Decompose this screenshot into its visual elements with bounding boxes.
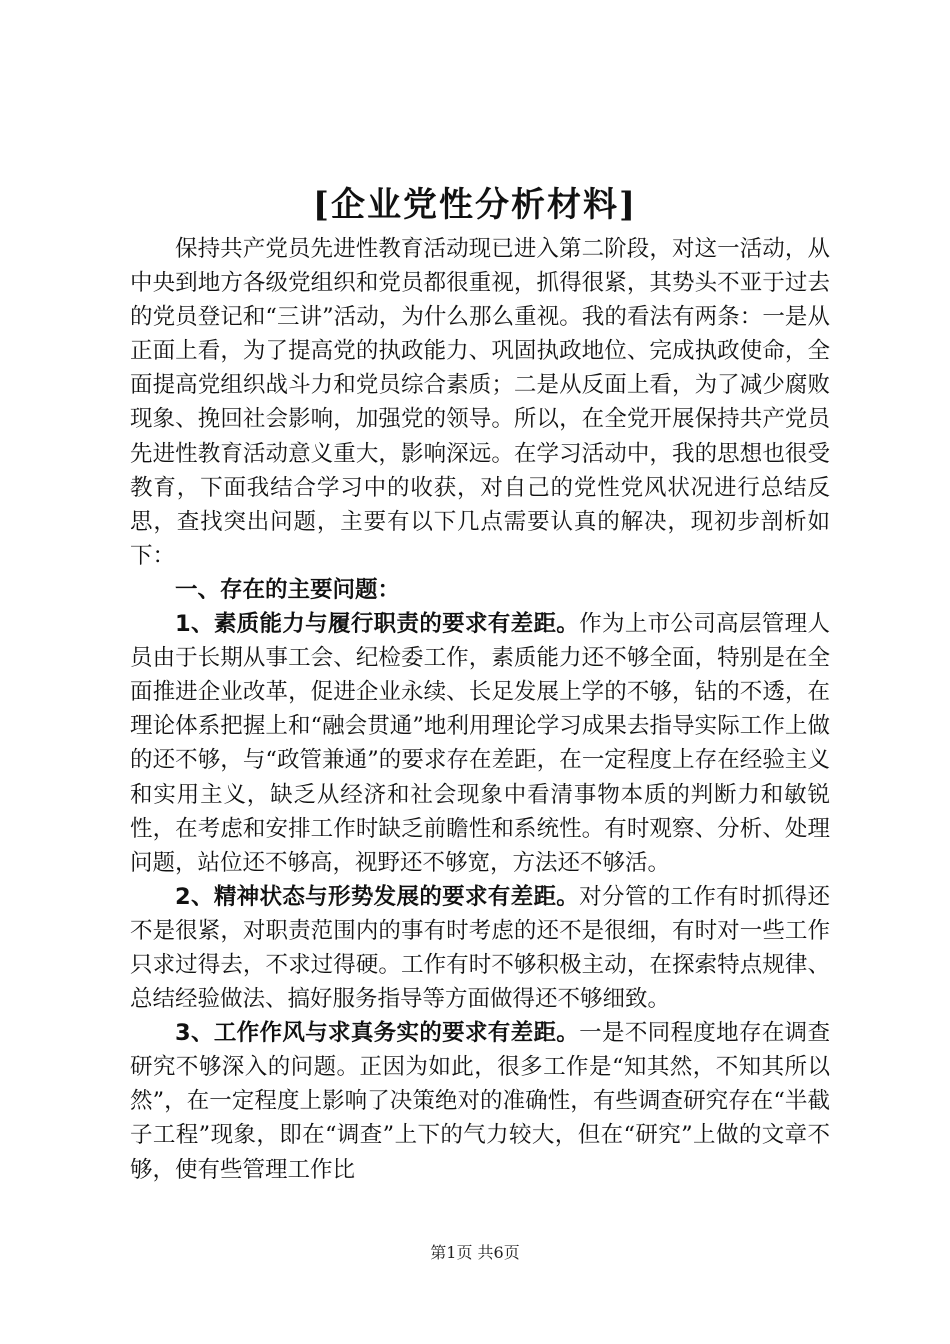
- item-text-3: 一是不同程度地存在调查研究不够深入的问题。正因为如此，很多工作是“知其然，不知其所以然”，在一定程度上影响了决策绝对的准确性，有些调查研究存在“半截子工程”现象，即在“调查”上下的气力较大，但在“研究”上做的文章不够，使有些管理工作比: [130, 1020, 830, 1183]
- intro-paragraph: 保持共产党员先进性教育活动现已进入第二阶段，对这一活动，从中央到地方各级党组织和党员都很重视，抓得很紧，其势头不亚于过去的党员登记和“三讲”活动，为什么那么重视。我的看法有两条：一是从正面上看，为了提高党的执政能力、巩固执政地位、完成执政使命，全面提高党组织战斗力和党员综合素质；二是从反面上看，为了减少腐败现象、挽回社会影响，加强党的领导。所以，在全党开展保持共产党员先进性教育活动意义重大，影响深远。在学习活动中，我的思想也很受教育，下面我结合学习中的收获，对自己的党性党风状况进行总结反思，查找突出问题，主要有以下几点需要认真的解决，现初步剖析如下：: [130, 236, 830, 569]
- item-paragraph-1: [130, 607, 830, 880]
- item-text-2: 对分管的工作有时抓得还不是很紧，对职责范围内的事有时考虑的还不是很细，有时对一些工作只求过得去，不求过得硬。工作有时不够积极主动，在探索特点规律、总结经验做法、搞好服务指导等方面做得还不够细致。: [130, 883, 830, 1013]
- item-paragraph-2: [130, 880, 830, 1016]
- item-heading-1: 1、素质能力与履行职责的要求有差距。: [175, 611, 580, 638]
- page-footer: 第1页 共6页: [430, 1243, 520, 1262]
- section-heading: 一、存在的主要问题：: [175, 576, 401, 603]
- document-title: [企业党性分析材料]: [312, 185, 638, 225]
- item-paragraph-3: [130, 1016, 830, 1186]
- item-heading-2: 2、精神状态与形势发展的要求有差距。: [175, 883, 580, 910]
- item-text-1: 作为上市公司高层管理人员由于长期从事工会、纪检委工作，素质能力还不够全面，特别是在全面推进企业改革，促进企业永续、长足发展上学的不够，钻的不透，在理论体系把握上和“融会贯通”地利用理论学习成果去指导实际工作上做的还不够，与“政管兼通”的要求存在差距，在一定程度上存在经验主义和实用主义，缺乏从经济和社会现象中看清事物本质的判断力和敏锐性，在考虑和安排工作时缺乏前瞻性和系统性。有时观察、分析、处理问题，站位还不够高，视野还不够宽，方法还不够活。: [130, 611, 830, 876]
- document-body: [130, 232, 830, 1187]
- item-heading-3: 3、工作作风与求真务实的要求有差距。: [175, 1020, 580, 1047]
